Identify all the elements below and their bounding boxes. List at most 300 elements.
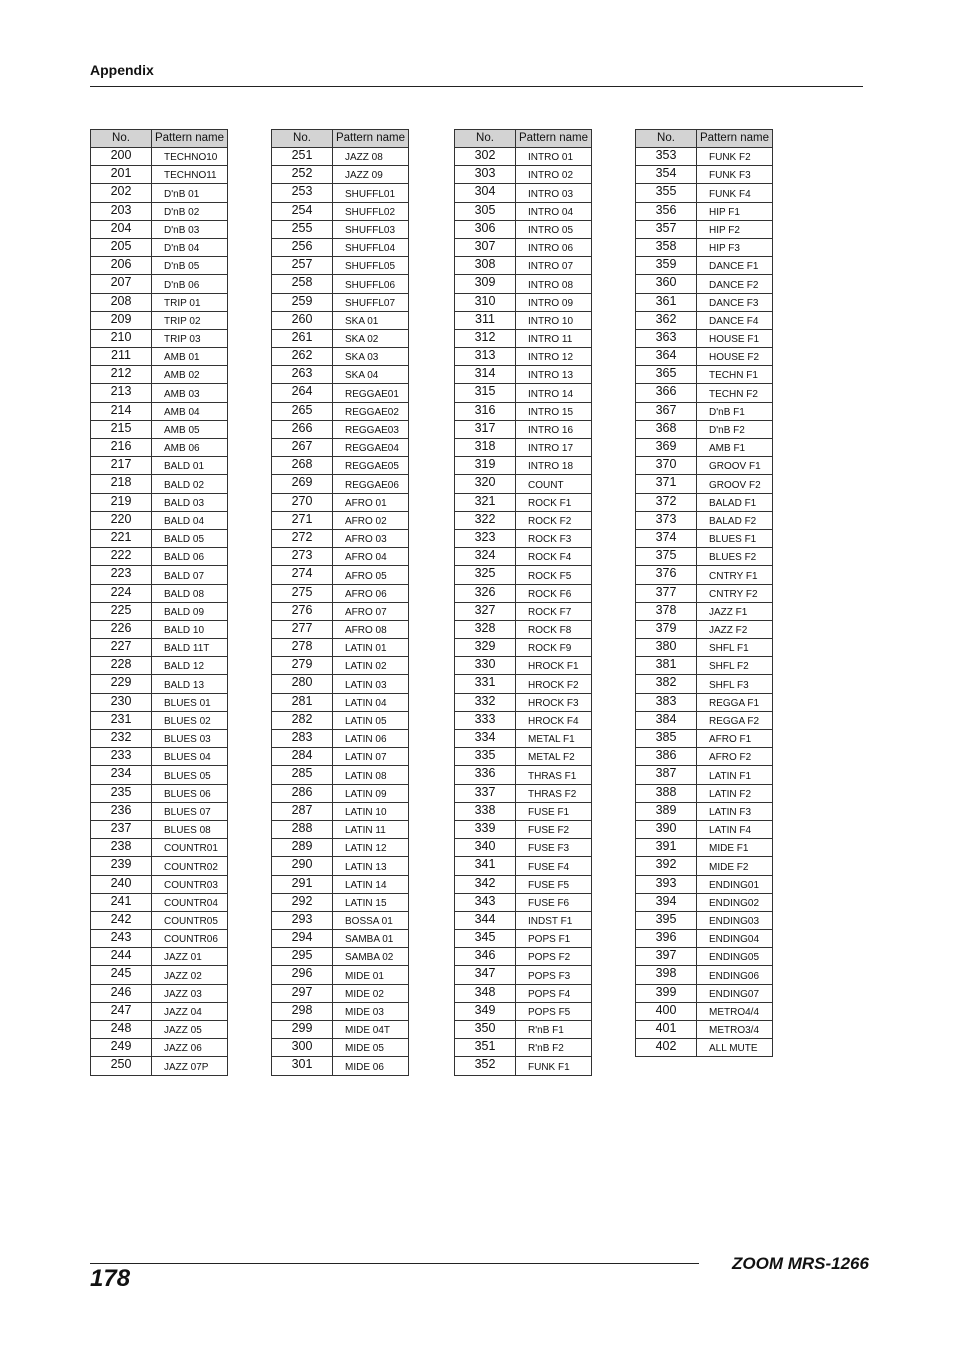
pattern-name: JAZZ 01: [152, 948, 228, 966]
pattern-number: 337: [455, 784, 516, 802]
table-row: [91, 366, 228, 384]
pattern-number: 375: [636, 548, 697, 566]
pattern-name: JAZZ F2: [697, 620, 773, 638]
pattern-number: 265: [272, 402, 333, 420]
pattern-number: 295: [272, 948, 333, 966]
pattern-name: ROCK F3: [516, 529, 592, 547]
pattern-number: 217: [91, 457, 152, 475]
pattern-name: SAMBA 02: [333, 948, 409, 966]
pattern-number: 304: [455, 184, 516, 202]
pattern-number: 232: [91, 730, 152, 748]
pattern-number: 249: [91, 1039, 152, 1057]
pattern-name: BALD 05: [152, 529, 228, 547]
table-row: [455, 439, 592, 457]
pattern-name: ENDING07: [697, 984, 773, 1002]
pattern-number: 390: [636, 820, 697, 838]
pattern-name: R'nB F1: [516, 1021, 592, 1039]
table-row: [91, 1057, 228, 1075]
pattern-number: 339: [455, 820, 516, 838]
table-row: [455, 711, 592, 729]
pattern-name: COUNTR06: [152, 930, 228, 948]
pattern-name: AMB 06: [152, 439, 228, 457]
pattern-number: 309: [455, 275, 516, 293]
table-row: [91, 439, 228, 457]
pattern-number: 221: [91, 529, 152, 547]
pattern-number: 343: [455, 893, 516, 911]
pattern-number: 234: [91, 766, 152, 784]
table-row: [455, 511, 592, 529]
table-row: [636, 566, 773, 584]
pattern-table-2: [271, 129, 409, 1076]
pattern-number: 379: [636, 620, 697, 638]
pattern-name: INTRO 16: [516, 420, 592, 438]
pattern-name: HOUSE F1: [697, 329, 773, 347]
pattern-number: 310: [455, 293, 516, 311]
pattern-number: 241: [91, 893, 152, 911]
pattern-number: 361: [636, 293, 697, 311]
table-row: [455, 984, 592, 1002]
table-row: [455, 548, 592, 566]
pattern-name: LATIN 15: [333, 893, 409, 911]
table-row: [272, 366, 409, 384]
table-row: [636, 875, 773, 893]
table-row: [272, 566, 409, 584]
pattern-number: 215: [91, 420, 152, 438]
pattern-name: FUSE F5: [516, 875, 592, 893]
product-name: ZOOM MRS-1266: [732, 1254, 869, 1273]
pattern-number: 253: [272, 184, 333, 202]
pattern-name: LATIN 06: [333, 730, 409, 748]
pattern-number: 329: [455, 639, 516, 657]
pattern-name: JAZZ 04: [152, 1002, 228, 1020]
pattern-name: DANCE F1: [697, 257, 773, 275]
table-row: [455, 966, 592, 984]
table-row: [636, 820, 773, 838]
pattern-number: 268: [272, 457, 333, 475]
pattern-number: 335: [455, 748, 516, 766]
pattern-name: LATIN 07: [333, 748, 409, 766]
pattern-name: LATIN 02: [333, 657, 409, 675]
pattern-name: JAZZ 08: [333, 148, 409, 166]
pattern-name: LATIN 14: [333, 875, 409, 893]
pattern-name: MIDE 01: [333, 966, 409, 984]
column-header-no: No.: [636, 130, 697, 148]
pattern-number: 399: [636, 984, 697, 1002]
pattern-name: AFRO 01: [333, 493, 409, 511]
column-header-no: No.: [272, 130, 333, 148]
table-row: [91, 893, 228, 911]
pattern-number: 237: [91, 820, 152, 838]
pattern-table-3: [454, 129, 592, 1076]
pattern-number: 294: [272, 930, 333, 948]
table-row: [636, 948, 773, 966]
pattern-number: 388: [636, 784, 697, 802]
table-row: [91, 675, 228, 693]
pattern-name: THRAS F2: [516, 784, 592, 802]
pattern-number: 236: [91, 802, 152, 820]
pattern-name: BLUES F2: [697, 548, 773, 566]
table-row: [455, 384, 592, 402]
table-row: [91, 784, 228, 802]
pattern-number: 319: [455, 457, 516, 475]
pattern-name: JAZZ 03: [152, 984, 228, 1002]
pattern-name: TECHNO10: [152, 148, 228, 166]
pattern-number: 334: [455, 730, 516, 748]
table-row: [272, 639, 409, 657]
table-row: [272, 493, 409, 511]
pattern-name: BALD 07: [152, 566, 228, 584]
table-row: [455, 329, 592, 347]
pattern-name: INDST F1: [516, 911, 592, 929]
table-row: [91, 730, 228, 748]
table-row: [91, 966, 228, 984]
pattern-number: 205: [91, 238, 152, 256]
pattern-number: 336: [455, 766, 516, 784]
pattern-name: FUSE F6: [516, 893, 592, 911]
pattern-number: 318: [455, 439, 516, 457]
table-row: [636, 911, 773, 929]
pattern-number: 255: [272, 220, 333, 238]
pattern-number: 353: [636, 148, 697, 166]
table-row: [636, 748, 773, 766]
pattern-name: REGGA F1: [697, 693, 773, 711]
table-row: [636, 511, 773, 529]
pattern-number: 371: [636, 475, 697, 493]
pattern-number: 242: [91, 911, 152, 929]
table-row: [636, 675, 773, 693]
pattern-name: AFRO 08: [333, 620, 409, 638]
pattern-number: 386: [636, 748, 697, 766]
table-row: [91, 293, 228, 311]
pattern-number: 314: [455, 366, 516, 384]
pattern-name: SHUFFL02: [333, 202, 409, 220]
table-row: [91, 839, 228, 857]
pattern-number: 328: [455, 620, 516, 638]
pattern-name: AMB 02: [152, 366, 228, 384]
pattern-number: 246: [91, 984, 152, 1002]
pattern-name: INTRO 13: [516, 366, 592, 384]
pattern-name: D'nB 01: [152, 184, 228, 202]
table-row: [455, 220, 592, 238]
pattern-number: 315: [455, 384, 516, 402]
pattern-number: 281: [272, 693, 333, 711]
pattern-name: FUSE F2: [516, 820, 592, 838]
pattern-name: INTRO 06: [516, 238, 592, 256]
pattern-name: TRIP 02: [152, 311, 228, 329]
table-row: [272, 238, 409, 256]
pattern-number: 252: [272, 166, 333, 184]
table-row: [91, 1039, 228, 1057]
pattern-number: 293: [272, 911, 333, 929]
table-row: [272, 1057, 409, 1075]
table-row: [636, 439, 773, 457]
pattern-number: 398: [636, 966, 697, 984]
pattern-name: ROCK F9: [516, 639, 592, 657]
pattern-number: 341: [455, 857, 516, 875]
table-row: [455, 784, 592, 802]
pattern-number: 302: [455, 148, 516, 166]
pattern-number: 321: [455, 493, 516, 511]
pattern-name: BALD 06: [152, 548, 228, 566]
table-row: [455, 948, 592, 966]
pattern-number: 259: [272, 293, 333, 311]
pattern-name: BALD 10: [152, 620, 228, 638]
pattern-number: 363: [636, 329, 697, 347]
pattern-number: 369: [636, 439, 697, 457]
table-row: [636, 202, 773, 220]
table-row: [272, 439, 409, 457]
table-row: [91, 511, 228, 529]
pattern-number: 338: [455, 802, 516, 820]
pattern-name: SHFL F2: [697, 657, 773, 675]
table-row: [91, 384, 228, 402]
table-row: [636, 802, 773, 820]
pattern-number: 326: [455, 584, 516, 602]
pattern-number: 400: [636, 1002, 697, 1020]
table-row: [455, 457, 592, 475]
pattern-name: INTRO 12: [516, 348, 592, 366]
pattern-name: BALD 09: [152, 602, 228, 620]
pattern-name: SKA 04: [333, 366, 409, 384]
pattern-name: SHFL F3: [697, 675, 773, 693]
table-row: [636, 238, 773, 256]
table-row: [91, 457, 228, 475]
table-row: [636, 366, 773, 384]
pattern-number: 313: [455, 348, 516, 366]
pattern-name: BLUES 04: [152, 748, 228, 766]
table-row: [272, 329, 409, 347]
pattern-name: D'nB 06: [152, 275, 228, 293]
pattern-name: FUSE F3: [516, 839, 592, 857]
pattern-number: 354: [636, 166, 697, 184]
pattern-number: 301: [272, 1057, 333, 1075]
table-row: [91, 184, 228, 202]
pattern-name: METAL F2: [516, 748, 592, 766]
pattern-name: REGGAE05: [333, 457, 409, 475]
table-row: [91, 911, 228, 929]
header-divider: [90, 86, 863, 87]
pattern-name: AFRO F2: [697, 748, 773, 766]
table-row: [636, 311, 773, 329]
pattern-number: 285: [272, 766, 333, 784]
pattern-number: 229: [91, 675, 152, 693]
pattern-number: 332: [455, 693, 516, 711]
pattern-table-1: [90, 129, 228, 1076]
table-row: [91, 930, 228, 948]
pattern-name: AMB 01: [152, 348, 228, 366]
pattern-number: 226: [91, 620, 152, 638]
table-row: [91, 1021, 228, 1039]
pattern-number: 245: [91, 966, 152, 984]
table-row: [272, 693, 409, 711]
pattern-name: INTRO 18: [516, 457, 592, 475]
pattern-name: CNTRY F2: [697, 584, 773, 602]
table-row: [272, 529, 409, 547]
pattern-number: 219: [91, 493, 152, 511]
pattern-name: BALD 11T: [152, 639, 228, 657]
pattern-name: INTRO 04: [516, 202, 592, 220]
table-row: [272, 1039, 409, 1057]
pattern-number: 291: [272, 875, 333, 893]
pattern-name: HROCK F2: [516, 675, 592, 693]
pattern-number: 227: [91, 639, 152, 657]
pattern-table-4: [635, 129, 773, 1057]
table-row: [455, 657, 592, 675]
pattern-number: 238: [91, 839, 152, 857]
pattern-number: 266: [272, 420, 333, 438]
pattern-name: POPS F1: [516, 930, 592, 948]
pattern-number: 251: [272, 148, 333, 166]
pattern-number: 223: [91, 566, 152, 584]
pattern-number: 364: [636, 348, 697, 366]
pattern-name: HOUSE F2: [697, 348, 773, 366]
table-row: [91, 220, 228, 238]
pattern-name: BLUES 06: [152, 784, 228, 802]
pattern-name: TECHN F1: [697, 366, 773, 384]
pattern-number: 224: [91, 584, 152, 602]
pattern-number: 247: [91, 1002, 152, 1020]
pattern-number: 209: [91, 311, 152, 329]
table-row: [455, 693, 592, 711]
table-row: [272, 675, 409, 693]
table-row: [272, 748, 409, 766]
pattern-name: DANCE F2: [697, 275, 773, 293]
pattern-number: 263: [272, 366, 333, 384]
table-row: [636, 602, 773, 620]
page-number: 178: [90, 1265, 131, 1292]
pattern-name: POPS F2: [516, 948, 592, 966]
pattern-name: INTRO 01: [516, 148, 592, 166]
pattern-number: 274: [272, 566, 333, 584]
table-row: [455, 857, 592, 875]
table-row: [272, 857, 409, 875]
pattern-number: 289: [272, 839, 333, 857]
pattern-name: AFRO 07: [333, 602, 409, 620]
pattern-name: AFRO 06: [333, 584, 409, 602]
table-row: [636, 784, 773, 802]
pattern-number: 392: [636, 857, 697, 875]
table-row: [91, 748, 228, 766]
pattern-name: TECHN F2: [697, 384, 773, 402]
pattern-number: 212: [91, 366, 152, 384]
pattern-number: 279: [272, 657, 333, 675]
pattern-number: 269: [272, 475, 333, 493]
pattern-number: 377: [636, 584, 697, 602]
table-row: [91, 711, 228, 729]
table-row: [272, 275, 409, 293]
pattern-name: ROCK F7: [516, 602, 592, 620]
pattern-name: HIP F1: [697, 202, 773, 220]
pattern-name: INTRO 07: [516, 257, 592, 275]
pattern-number: 284: [272, 748, 333, 766]
pattern-number: 376: [636, 566, 697, 584]
table-row: [455, 730, 592, 748]
table-row: [272, 257, 409, 275]
table-row: [636, 711, 773, 729]
table-row: [455, 875, 592, 893]
table-row: [636, 220, 773, 238]
pattern-name: POPS F3: [516, 966, 592, 984]
table-row: [91, 984, 228, 1002]
pattern-number: 393: [636, 875, 697, 893]
column-header-pattern-name: Pattern name: [152, 130, 228, 148]
pattern-name: POPS F5: [516, 1002, 592, 1020]
table-row: [91, 548, 228, 566]
table-row: [455, 1002, 592, 1020]
table-row: [455, 602, 592, 620]
table-row: [455, 1057, 592, 1075]
table-row: [272, 875, 409, 893]
pattern-name: DANCE F4: [697, 311, 773, 329]
pattern-name: INTRO 08: [516, 275, 592, 293]
table-row: [91, 875, 228, 893]
table-row: [636, 839, 773, 857]
table-row: [636, 402, 773, 420]
table-row: [91, 584, 228, 602]
table-row: [455, 529, 592, 547]
table-row: [272, 766, 409, 784]
pattern-name: D'nB 05: [152, 257, 228, 275]
table-row: [455, 202, 592, 220]
pattern-name: COUNTR04: [152, 893, 228, 911]
pattern-number: 277: [272, 620, 333, 638]
pattern-number: 244: [91, 948, 152, 966]
pattern-number: 233: [91, 748, 152, 766]
pattern-number: 300: [272, 1039, 333, 1057]
pattern-name: R'nB F2: [516, 1039, 592, 1057]
pattern-name: FUSE F4: [516, 857, 592, 875]
table-row: [272, 802, 409, 820]
table-row: [455, 148, 592, 166]
pattern-name: LATIN 04: [333, 693, 409, 711]
pattern-number: 306: [455, 220, 516, 238]
pattern-name: COUNTR01: [152, 839, 228, 857]
pattern-name: INTRO 14: [516, 384, 592, 402]
pattern-number: 367: [636, 402, 697, 420]
pattern-number: 380: [636, 639, 697, 657]
pattern-name: BOSSA 01: [333, 911, 409, 929]
table-row: [636, 1021, 773, 1039]
table-row: [636, 184, 773, 202]
table-row: [455, 911, 592, 929]
table-row: [636, 457, 773, 475]
pattern-name: FUNK F2: [697, 148, 773, 166]
table-row: [636, 257, 773, 275]
pattern-number: 373: [636, 511, 697, 529]
table-row: [636, 384, 773, 402]
pattern-name: SHUFFL04: [333, 238, 409, 256]
pattern-number: 283: [272, 730, 333, 748]
table-row: [272, 202, 409, 220]
pattern-name: BALD 03: [152, 493, 228, 511]
pattern-number: 204: [91, 220, 152, 238]
pattern-name: LATIN F3: [697, 802, 773, 820]
table-row: [272, 220, 409, 238]
pattern-name: INTRO 05: [516, 220, 592, 238]
pattern-number: 381: [636, 657, 697, 675]
pattern-number: 366: [636, 384, 697, 402]
table-row: [636, 693, 773, 711]
pattern-name: SKA 02: [333, 329, 409, 347]
pattern-name: REGGA F2: [697, 711, 773, 729]
table-row: [91, 693, 228, 711]
pattern-number: 273: [272, 548, 333, 566]
table-row: [272, 457, 409, 475]
table-row: [91, 348, 228, 366]
pattern-number: 208: [91, 293, 152, 311]
pattern-number: 292: [272, 893, 333, 911]
table-row: [455, 893, 592, 911]
